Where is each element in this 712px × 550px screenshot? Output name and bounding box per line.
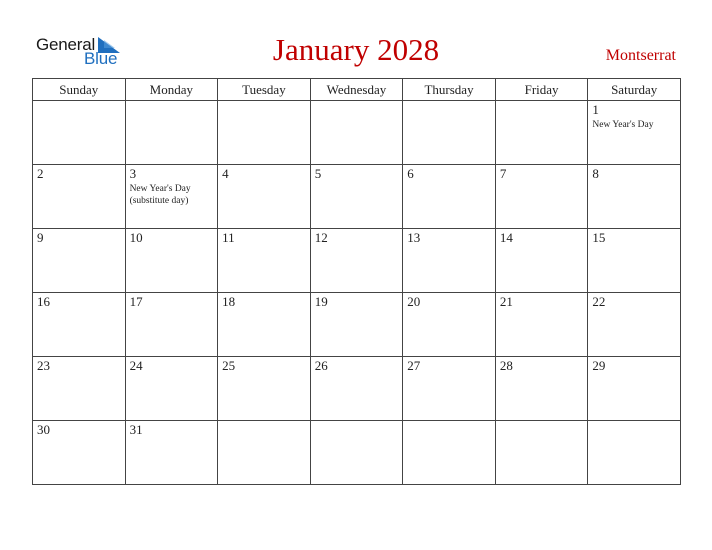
day-number: 28: [499, 358, 513, 373]
day-cell: [33, 229, 126, 293]
weekday-header: Monday: [125, 79, 218, 101]
day-cell: [218, 229, 311, 293]
weekday-header: Sunday: [33, 79, 126, 101]
day-cell: [218, 293, 311, 357]
day-number: 14: [499, 230, 513, 245]
day-number: 24: [129, 358, 143, 373]
day-number: 18: [222, 294, 236, 309]
day-number: 21: [499, 294, 513, 309]
day-number: 2: [37, 166, 44, 181]
day-cell: [495, 229, 588, 293]
day-cell: [33, 421, 126, 485]
day-cell: [310, 357, 403, 421]
day-number: 29: [592, 358, 606, 373]
day-cell: [310, 229, 403, 293]
day-cell: [588, 229, 681, 293]
calendar-week-row: [33, 229, 681, 293]
day-number: 10: [129, 230, 143, 245]
logo-word-general: General: [36, 35, 96, 54]
weekday-header: Friday: [495, 79, 588, 101]
empty-day-cell: [310, 101, 403, 165]
day-number: 26: [314, 358, 328, 373]
page-title: January 2028: [272, 32, 440, 67]
day-cell: [495, 293, 588, 357]
day-number: 9: [37, 230, 44, 245]
weekday-header-row: [33, 79, 681, 101]
day-number: 6: [407, 166, 414, 181]
day-cell: [33, 165, 126, 229]
day-number: 31: [129, 422, 143, 437]
logo-word-blue: Blue: [84, 49, 118, 68]
calendar-body: [33, 101, 681, 485]
weekday-header: Saturday: [588, 79, 681, 101]
weekday-header: Wednesday: [310, 79, 403, 101]
holiday-label: New Year's Day: [129, 184, 191, 194]
day-number: 17: [129, 294, 143, 309]
empty-day-cell: [403, 101, 496, 165]
day-number: 4: [222, 166, 229, 181]
calendar-week-row: [33, 165, 681, 229]
day-number: 3: [129, 166, 137, 181]
empty-day-cell: [403, 421, 496, 485]
day-number: 15: [592, 230, 606, 245]
day-cell: [588, 165, 681, 229]
day-number: 27: [407, 358, 421, 373]
day-cell: [125, 229, 218, 293]
country-name: Montserrat: [605, 47, 676, 64]
day-cell: [218, 357, 311, 421]
day-number: 22: [592, 294, 606, 309]
day-cell: [33, 293, 126, 357]
weekday-header: Tuesday: [218, 79, 311, 101]
day-cell: [495, 357, 588, 421]
day-cell: [588, 357, 681, 421]
day-cell: [403, 165, 496, 229]
day-number: 25: [222, 358, 236, 373]
calendar-week-row: [33, 421, 681, 485]
day-number: 30: [37, 422, 50, 437]
calendar-week-row: [33, 293, 681, 357]
day-number: 16: [37, 294, 50, 309]
day-number: 1: [592, 102, 599, 117]
day-cell: [125, 293, 218, 357]
day-cell: [403, 293, 496, 357]
empty-day-cell: [33, 101, 126, 165]
day-cell: [33, 357, 126, 421]
day-cell: [125, 357, 218, 421]
empty-day-cell: [310, 421, 403, 485]
empty-day-cell: [218, 421, 311, 485]
holiday-note: (substitute day): [129, 196, 189, 206]
day-cell: [125, 165, 218, 229]
day-cell: [125, 421, 218, 485]
day-number: 23: [37, 358, 50, 373]
empty-day-cell: [588, 421, 681, 485]
day-number: 20: [407, 294, 421, 309]
day-number: 19: [314, 294, 328, 309]
day-number: 8: [592, 166, 599, 181]
day-number: 12: [314, 230, 328, 245]
day-cell: [588, 101, 681, 165]
empty-day-cell: [218, 101, 311, 165]
day-number: 5: [314, 166, 322, 181]
calendar-week-row: [33, 101, 681, 165]
day-number: 11: [222, 230, 235, 245]
day-cell: [310, 293, 403, 357]
day-cell: [495, 165, 588, 229]
day-cell: [218, 165, 311, 229]
weekday-header: Thursday: [403, 79, 496, 101]
empty-day-cell: [495, 101, 588, 165]
empty-day-cell: [125, 101, 218, 165]
calendar-grid: [32, 78, 681, 485]
day-cell: [403, 357, 496, 421]
day-cell: [403, 229, 496, 293]
calendar-week-row: [33, 357, 681, 421]
day-cell: [588, 293, 681, 357]
day-number: 13: [407, 230, 421, 245]
holiday-label: New Year's Day: [592, 120, 654, 130]
day-cell: [310, 165, 403, 229]
empty-day-cell: [495, 421, 588, 485]
day-number: 7: [499, 166, 507, 181]
